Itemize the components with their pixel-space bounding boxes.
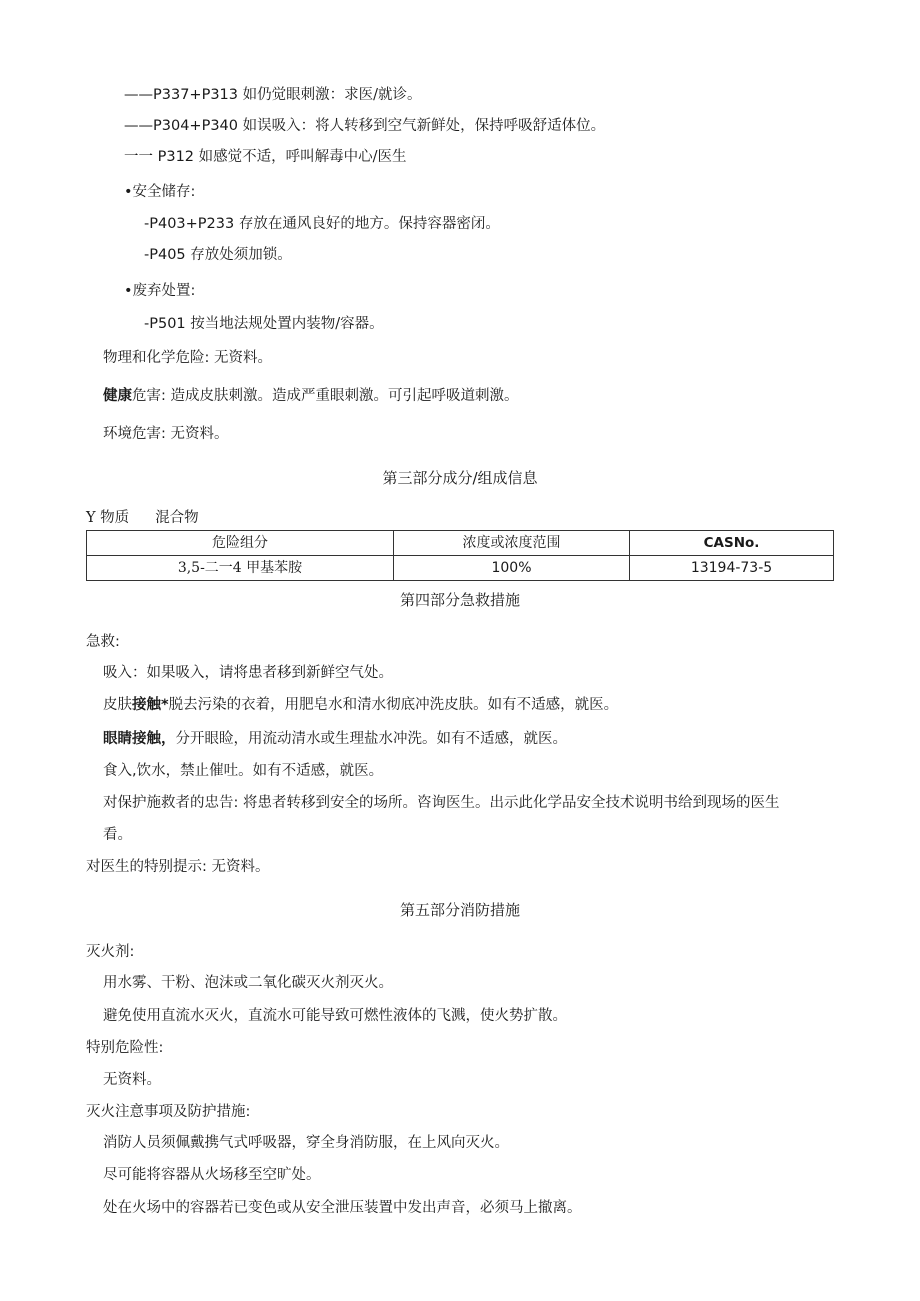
precaution-text: 存放处须加锁。: [185, 247, 292, 263]
section-title: 第三部分成分/组成信息: [382, 469, 538, 487]
section-title: 第四部分急救措施: [399, 591, 520, 609]
rescuer-text: 将患者转移到安全的场所。咨询医生。出示此化学品安全技术说明书给到现场的医生: [238, 795, 780, 811]
line-prefix: 一一: [124, 149, 158, 165]
special-hazard-line: 无资料。: [103, 1072, 161, 1088]
agent-heading: 灭火剂:: [86, 944, 135, 960]
agent-line: 避免使用直流水灭火，直流水可能导致可燃性液体的飞溅，使火势扩散。: [103, 1008, 567, 1024]
ingest-text: 饮水，禁止催吐。如有不适感，就医。: [136, 763, 384, 779]
table-cell: 100%: [394, 556, 630, 581]
precaution-code: -P403+P233: [144, 216, 235, 232]
disposal-heading: •废弃处置:: [124, 283, 196, 299]
firefighting-line: 消防人员须佩戴携气式呼吸器，穿全身消防服，在上风向灭火。: [103, 1135, 509, 1151]
hazard-label: 物理和化学危险:: [103, 350, 210, 366]
column-header: 危险组分: [87, 531, 394, 556]
doctor-text: 无资料。: [206, 859, 270, 875]
hazard-label: 健康: [103, 388, 132, 404]
table-row: [87, 556, 834, 581]
precaution-line: [124, 147, 407, 167]
precaution-line: [124, 85, 422, 105]
precaution-code: P312: [157, 149, 195, 165]
agent-line: 用水雾、干粉、泡沫或二氧化碳灭火剂灭火。: [103, 975, 393, 991]
firstaid-heading: 急救:: [86, 634, 120, 650]
firefighting-heading: 灭火注意事项及防护措施:: [86, 1104, 251, 1120]
firefighting-line: 尽可能将容器从火场移至空旷处。: [103, 1167, 321, 1183]
table-cell: 3,5-二一4 甲基苯胺: [87, 556, 394, 581]
skin-label: 皮肤: [103, 697, 132, 713]
precaution-text: 如误吸入：将人转移到空气新鲜处，保持呼吸舒适体位。: [238, 118, 606, 134]
column-header: 浓度或浓度范围: [394, 531, 630, 556]
substance-type: [86, 508, 199, 528]
hazard-label: 环境危害:: [103, 426, 166, 442]
precaution-text: 按当地法规处置内装物/容器。: [185, 316, 384, 332]
hazard-value: 无资料。: [165, 426, 229, 442]
line-prefix: ——: [124, 87, 153, 103]
storage-heading: •安全储存:: [124, 184, 196, 200]
hazard-label: 危害:: [132, 388, 166, 404]
precaution-text: 如感觉不适，呼叫解毒中心/医生: [194, 149, 407, 165]
eye-contact-line: [103, 729, 567, 749]
eye-text: 分开眼睑，用流动清水或生理盐水冲洗。如有不适感，就医。: [175, 731, 567, 747]
skin-text: 脱去污染的衣着，用肥皂水和清水彻底冲洗皮肤。如有不适感，就医。: [168, 697, 619, 713]
line-prefix: ——: [124, 118, 153, 134]
physchem-hazard: [103, 348, 272, 368]
doctor-label: 对医生的特别提示:: [86, 859, 207, 875]
hazard-value: 造成皮肤刺激。造成严重眼刺激。可引起呼吸道刺激。: [165, 388, 519, 404]
hazard-value: 无资料。: [209, 350, 272, 366]
rescuer-advice-cont: 看。: [103, 827, 132, 843]
special-hazard-heading: 特别危险性:: [86, 1040, 164, 1056]
firefighting-line: 处在火场中的容器若已变色或从安全泄压装置中发出声音，必须马上撤离。: [103, 1200, 582, 1216]
ingest-label: 食入,: [103, 763, 137, 779]
skin-contact-line: [103, 695, 618, 715]
precaution-code: P304+P340: [153, 118, 238, 134]
column-header: CASNo.: [630, 531, 834, 556]
precaution-line: [124, 116, 605, 136]
health-hazard: [103, 386, 519, 406]
precaution-text: 存放在通风良好的地方。保持容器密闭。: [234, 216, 500, 232]
eye-label: 眼睛接触，: [103, 731, 176, 747]
precaution-text: 如仍觉眼刺激：求医/就诊。: [238, 87, 422, 103]
doctor-note-line: [86, 857, 270, 877]
ingestion-line: [103, 761, 383, 781]
table-header-row: [87, 531, 834, 556]
skin-label-bold: 接触*: [132, 697, 169, 713]
composition-table: [86, 530, 834, 581]
type-value: 混合物: [155, 510, 199, 526]
section-title: 第五部分消防措施: [399, 901, 520, 919]
inhalation-line: 吸入：如果吸入，请将患者移到新鲜空气处。: [103, 665, 393, 681]
precaution-code: -P501: [144, 316, 186, 332]
disposal-line: [144, 314, 384, 334]
precaution-code: -P405: [144, 247, 186, 263]
table-cell: 13194-73-5: [630, 556, 834, 581]
precaution-code: P337+P313: [153, 87, 238, 103]
rescuer-advice-line: [103, 793, 780, 813]
env-hazard: [103, 424, 229, 444]
rescuer-label: 对保护施救者的忠告:: [103, 795, 239, 811]
type-label: Y 物质: [86, 510, 130, 526]
storage-line: [144, 245, 292, 265]
storage-line: [144, 214, 500, 234]
